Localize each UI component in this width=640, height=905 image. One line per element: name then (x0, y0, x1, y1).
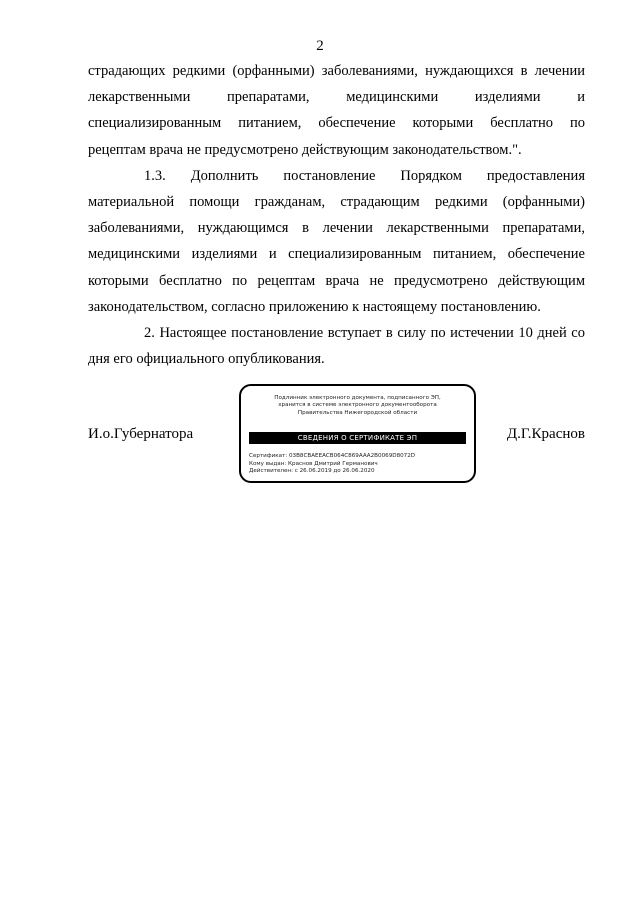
stamp-note-line: хранится в системе электронного документооборота (278, 402, 437, 409)
text-line: лекарственными препаратами, медицинскими изделиями и (88, 89, 585, 106)
stamp-note-line: Подлинник электронного документа, подписанного ЭП, (274, 395, 441, 401)
text-line: 2. Настоящее постановление вступает в силу по истечении 10 дней со (144, 325, 585, 342)
issued-to-value: Краснов Дмитрий Германович (288, 460, 378, 467)
text-line: медицинскими изделиями и специализированным питанием, обеспечение (88, 246, 585, 263)
text-line: которыми бесплатно по рецептам врача не предусмотрено действующим (88, 272, 585, 289)
text-line: законодательством, согласно приложению к настоящему постановлению. (88, 298, 541, 315)
validity-value: с 26.06.2019 до 26.06.2020 (294, 468, 375, 475)
text-line: специализированным питанием, обеспечение которыми бесплатно по (88, 115, 585, 132)
text-line: дня его официального опубликования. (88, 351, 325, 368)
issued-to-label: Кому выдан: (249, 460, 287, 467)
certificate-row (249, 453, 415, 461)
text-line: рецептам врача не предусмотрено действующим законодательством.". (88, 141, 522, 158)
stamp-details (249, 453, 415, 476)
signature-block (0, 382, 640, 488)
stamp-note-line: Правительства Нижегородской области (297, 409, 418, 416)
validity-label: Действителен: (249, 468, 293, 475)
text-line: страдающих редкими (орфанными) заболеваниями, нуждающихся в лечении (88, 63, 585, 79)
paragraph-2 (88, 320, 585, 372)
signer-name: Д.Г.Краснов (506, 426, 585, 442)
text-line: материальной помощи гражданам, страдающим редкими (орфанными) (88, 194, 585, 211)
text-line: 1.3. Дополнить постановление Порядком предоставления (144, 167, 585, 184)
certificate-label: Сертификат: (249, 453, 288, 459)
certificate-value: 03B8CBAEEACB064C869AAA2B0069D8072D (288, 453, 416, 459)
paragraph-1-3 (88, 163, 585, 320)
stamp-header: СВЕДЕНИЯ О СЕРТИФИКАТЕ ЭП (249, 432, 466, 444)
validity-row (249, 468, 415, 476)
electronic-signature-stamp (239, 384, 476, 483)
signer-role: И.о.Губернатора (88, 426, 194, 442)
page-number: 2 (316, 38, 324, 54)
document-body (88, 58, 585, 372)
paragraph-continuation (88, 58, 585, 163)
stamp-note (241, 395, 474, 417)
text-line: заболеваниями, нуждающимся в лечении лекарственными препаратами, (88, 220, 585, 237)
